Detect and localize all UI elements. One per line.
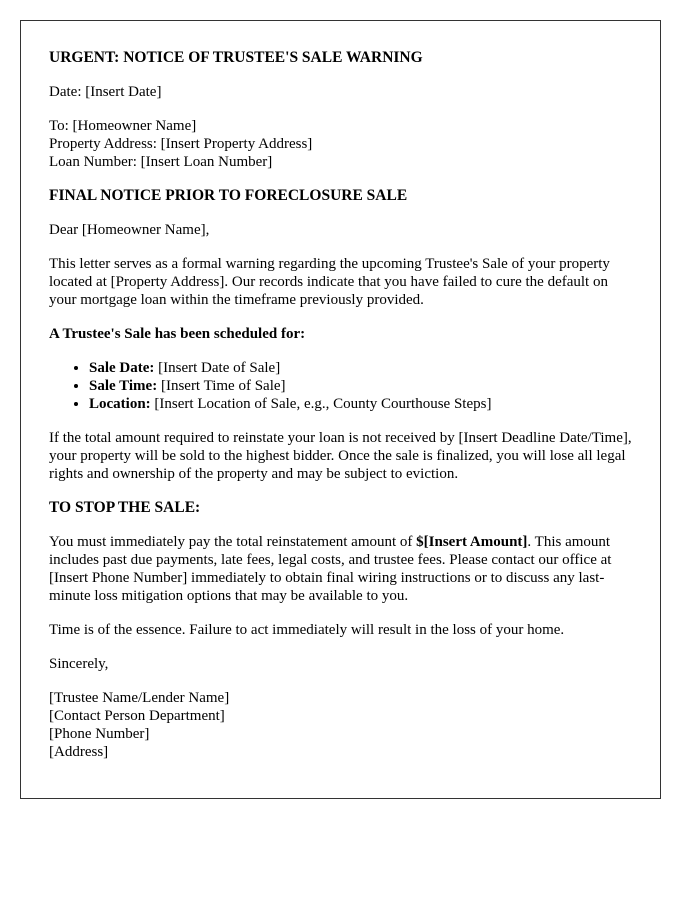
date-line: Date: [Insert Date] [49,84,162,100]
stop-sale-text-after: . This amount includes past due payments, late fees, legal costs, and trustee fees. Please contact our office at [Insert Phone Number] immediately to obtain final wiring instructions or to discuss any last-minute loss mitigation options that may be available to you. [49,534,612,604]
recipient-loan-number: Loan Number: [Insert Loan Number] [49,154,273,170]
signature-contact-department: [Contact Person Department] [49,708,225,724]
final-notice-heading: FINAL NOTICE PRIOR TO FORECLOSURE SALE [49,187,408,204]
signature-address: [Address] [49,744,109,760]
signature-trustee-name: [Trustee Name/Lender Name] [49,690,230,706]
letter-title: URGENT: NOTICE OF TRUSTEE'S SALE WARNING [49,49,423,66]
closing: Sincerely, [49,656,109,672]
stop-sale-heading: TO STOP THE SALE: [49,499,201,516]
sale-time-item [89,377,632,395]
sale-date-label: Sale Date: [89,360,155,376]
schedule-heading: A Trustee's Sale has been scheduled for: [49,326,306,342]
sale-details-list [49,359,632,413]
recipient-block [49,117,632,171]
recipient-to: To: [Homeowner Name] [49,118,197,134]
salutation: Dear [Homeowner Name], [49,222,210,238]
deadline-paragraph: If the total amount required to reinstate your loan is not received by [Insert Deadline Date/Time], your property will be sold to the highest bidder. Once the sale is finalized, you will lose all legal rights and ownership of the property and may be subject to eviction. [49,430,632,482]
sale-time-value: [Insert Time of Sale] [157,378,286,394]
sale-location-value: [Insert Location of Sale, e.g., County Courthouse Steps] [150,396,492,412]
reinstatement-amount: $[Insert Amount] [416,534,528,550]
signature-phone: [Phone Number] [49,726,150,742]
sale-time-label: Sale Time: [89,378,158,394]
stop-sale-text-before: You must immediately pay the total reinstatement amount of [49,534,417,550]
sale-date-item [89,359,632,377]
sale-location-label: Location: [89,396,151,412]
signature-block [49,689,632,761]
letter-container [20,20,661,799]
urgency-paragraph: Time is of the essence. Failure to act immediately will result in the loss of your home. [49,622,565,638]
recipient-property-address: Property Address: [Insert Property Address] [49,136,313,152]
sale-date-value: [Insert Date of Sale] [154,360,281,376]
stop-sale-paragraph [49,533,632,605]
sale-location-item [89,395,632,413]
intro-paragraph: This letter serves as a formal warning regarding the upcoming Trustee's Sale of your property located at [Property Address]. Our records indicate that you have failed to cure the default on your mortgage loan within the timeframe previously provided. [49,256,610,308]
